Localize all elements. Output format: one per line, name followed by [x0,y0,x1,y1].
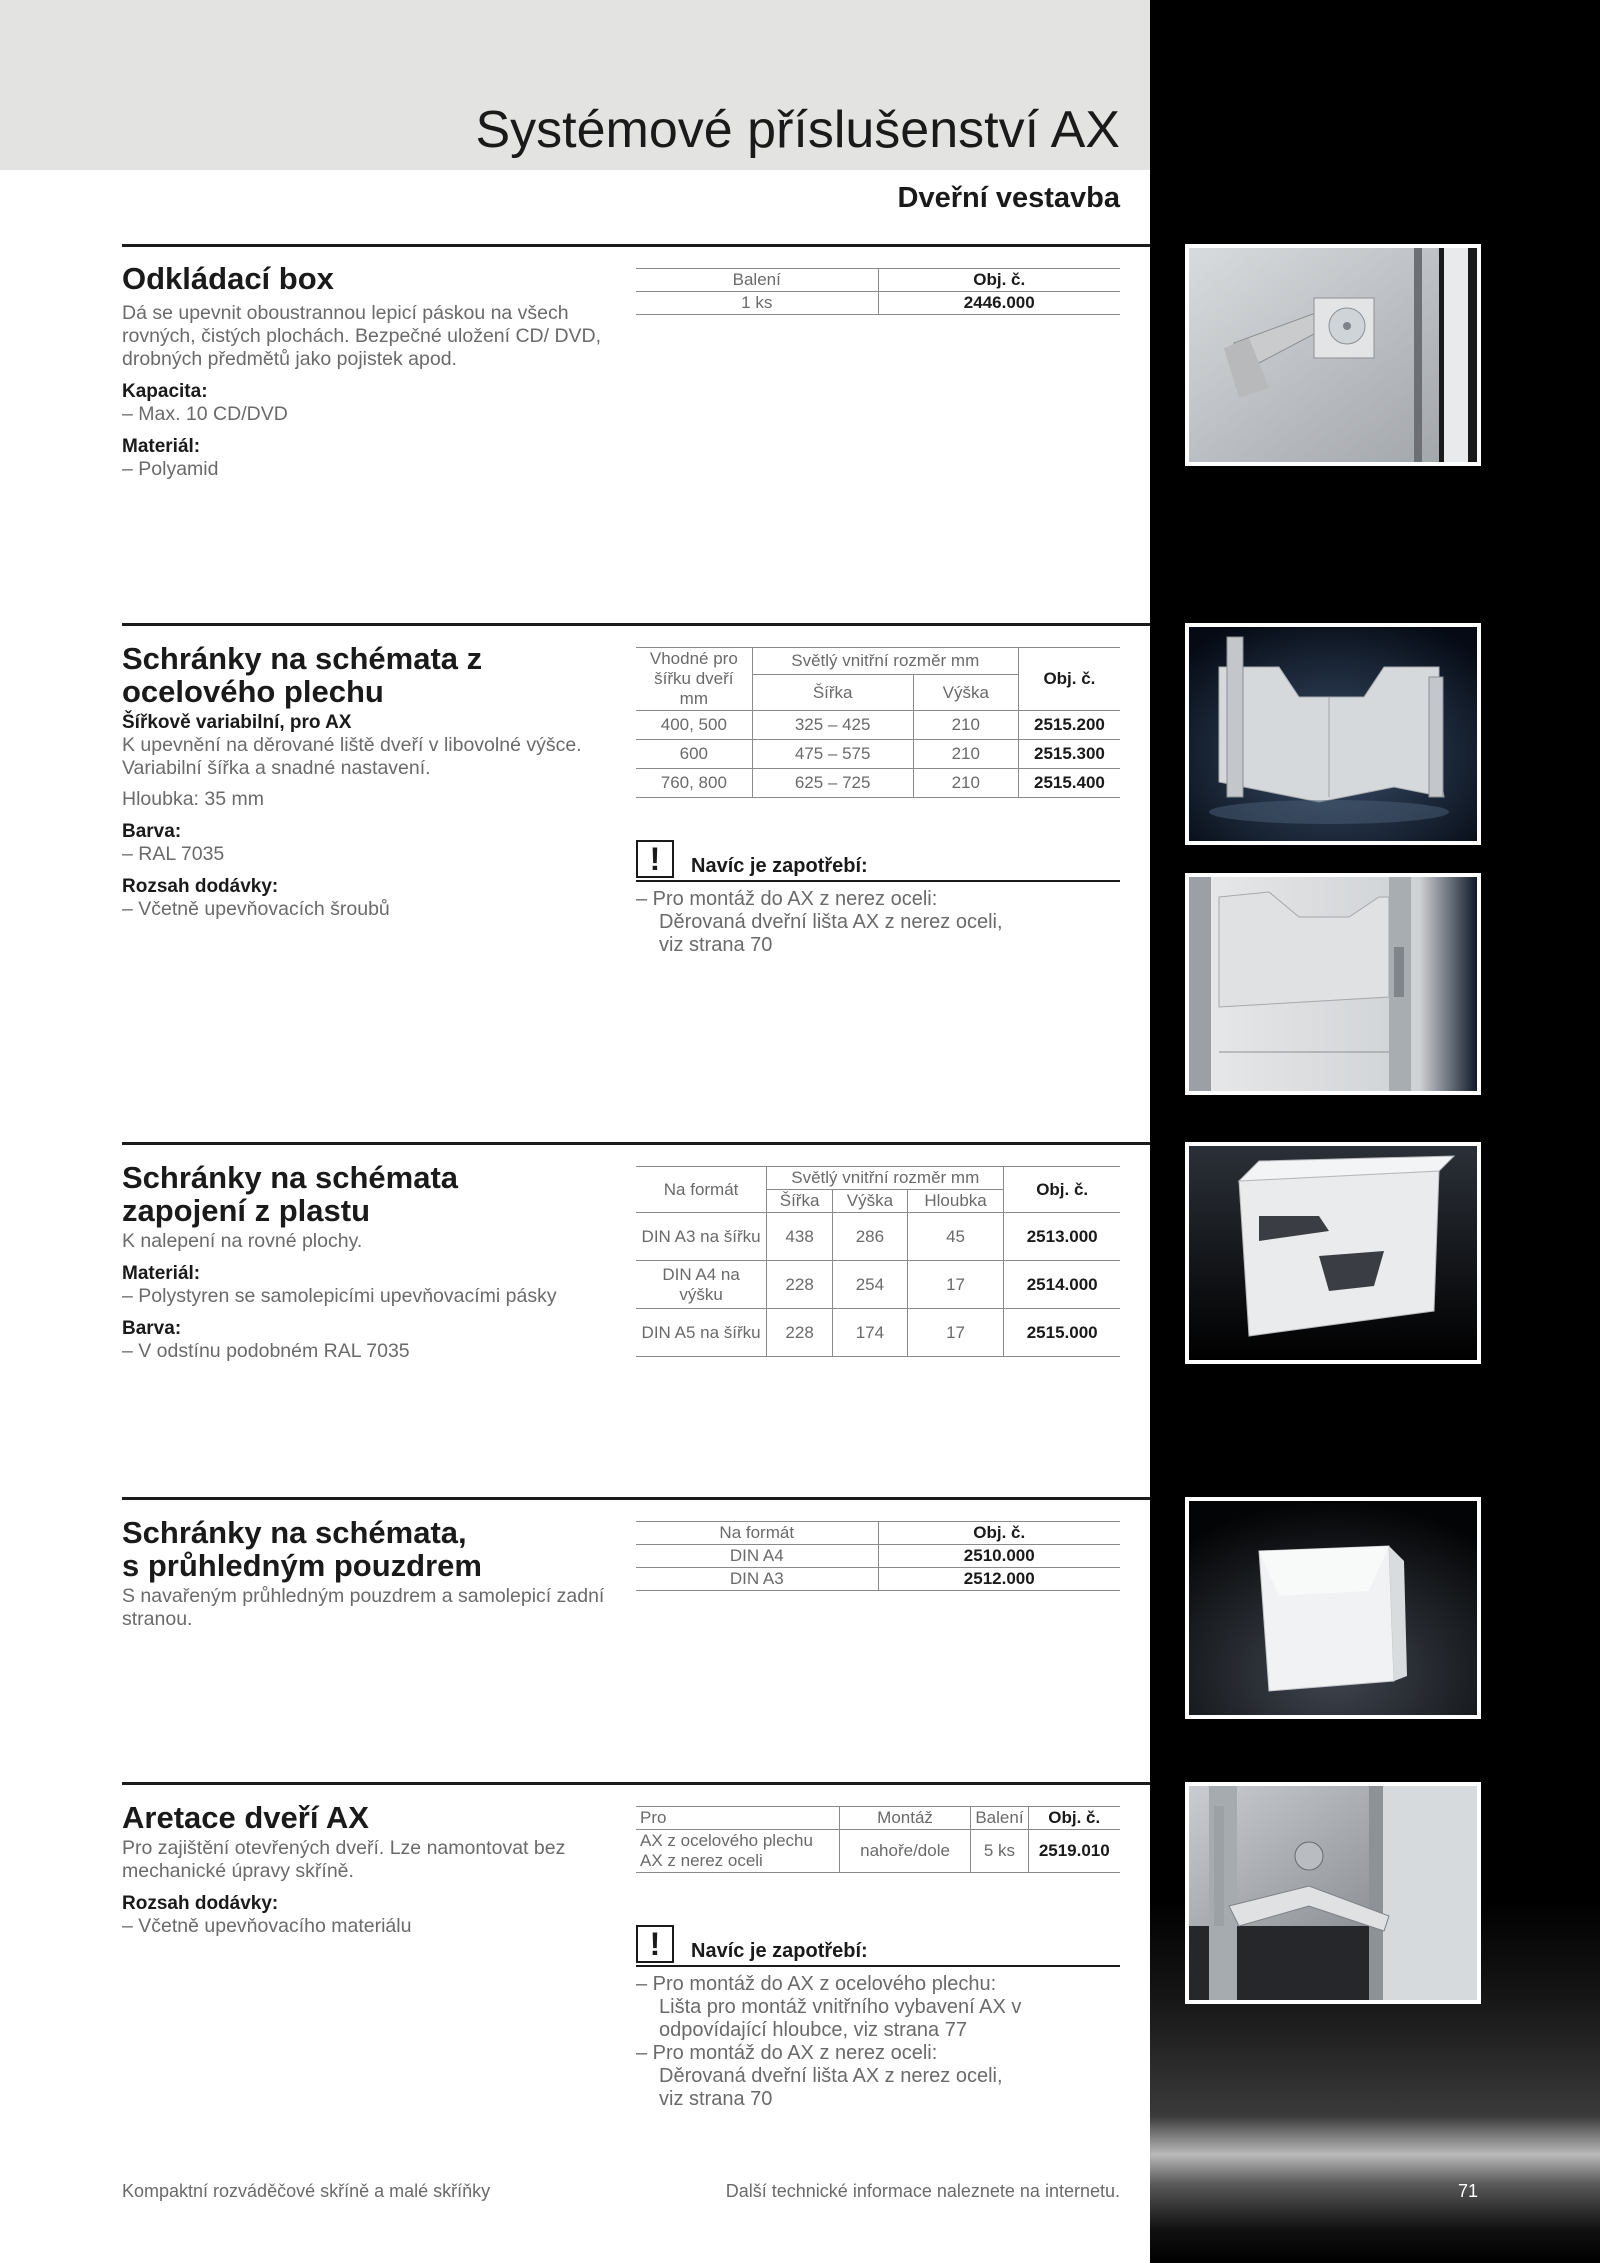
cell-width: 438 [767,1213,833,1261]
cell-order-no: 2515.300 [1018,740,1120,769]
col-header-for: Pro [636,1807,839,1830]
section-text [122,642,612,921]
cell-width: 228 [767,1309,833,1357]
table-row [636,1309,1120,1357]
section-divider [122,1782,1150,1785]
cell-pack: 5 ks [971,1830,1028,1873]
material-label: Materiál: [122,1263,201,1284]
door-stay-image [1189,1786,1477,2000]
section-title: Schránky na schémata, [122,1515,467,1550]
cell-order-no: 2515.000 [1004,1309,1120,1357]
cell-depth: 45 [907,1213,1004,1261]
col-header-depth: Hloubka [907,1190,1004,1213]
col-header-format: Na formát [636,1522,878,1545]
cell-width: 228 [767,1261,833,1309]
cell-height: 210 [913,740,1018,769]
exclamation-icon: ! [636,1925,674,1963]
section-title: Aretace dveří AX [122,1800,369,1835]
section-text [122,1516,612,1631]
cell-for [636,1830,839,1873]
section-divider [122,244,1150,247]
section-storage-box [0,244,1150,624]
spec-table [636,647,1120,798]
exclamation-icon: ! [636,840,674,878]
section-clear-pocket [0,1497,1150,1783]
material-item: – Polystyren se samolepicími upevňovacími pásky [122,1285,557,1307]
section-title: Schránky na schémata z ocelového plechu [122,641,483,709]
spec-table [636,1521,1120,1591]
table-row [636,1568,1120,1591]
section-text [122,1161,612,1363]
section-description: K nalepení na rovné plochy. [122,1230,363,1252]
cell-for-line2: AX z nerez oceli [640,1851,763,1870]
page-title: Systémové příslušenství AX [475,101,1120,159]
section-description: S navařeným průhledným pouzdrem a samolepicí zadní stranou. [122,1585,605,1630]
cell-door-width: 600 [636,740,752,769]
note-line: Lišta pro montáž vnitřního vybavení AX v [659,1996,1022,2018]
table-row [636,1213,1120,1261]
capacity-item: – Max. 10 CD/DVD [122,403,288,425]
col-header-mounting: Montáž [839,1807,971,1830]
cell-width: 475 – 575 [752,740,913,769]
spec-table [636,1166,1120,1357]
steel-pocket-installed-image [1189,877,1477,1091]
note-title: Navíc je zapotřebí: [691,1940,868,1962]
col-header-order-no: Obj. č. [1028,1807,1120,1830]
section-steel-pocket [0,623,1150,1143]
page-number: 71 [1458,2181,1479,2201]
col-header-width: Šířka [767,1190,833,1213]
scope-label: Rozsah dodávky: [122,876,279,897]
section-subhead: Šířkově variabilní, pro AX [122,712,352,733]
cell-order-no: 2513.000 [1004,1213,1120,1261]
note-line: Děrovaná dveřní lišta AX z nerez oceli, [659,2065,1003,2087]
section-divider [122,1142,1150,1145]
section-plastic-pocket [0,1142,1150,1498]
col-header-height: Výška [913,675,1018,711]
cell-order-no: 2446.000 [878,292,1120,315]
section-description: Pro zajištění otevřených dveří. Lze namontovat bez mechanické úpravy skříně. [122,1837,566,1882]
col-header-width: Šířka [752,675,913,711]
plastic-pocket-image [1189,1146,1477,1360]
steel-pocket-image [1189,627,1477,841]
note-title: Navíc je zapotřebí: [691,855,868,877]
cell-door-width: 760, 800 [636,769,752,798]
cell-width: 325 – 425 [752,711,913,740]
storage-box-image [1189,248,1477,462]
col-header-order-no: Obj. č. [1004,1167,1120,1213]
scope-item: – Včetně upevňovacích šroubů [122,898,390,920]
spec-table [636,268,1120,315]
product-photo [1185,1497,1481,1719]
section-divider [122,623,1150,626]
cell-depth: 17 [907,1309,1004,1357]
section-title: Odkládací box [122,261,334,296]
cell-width: 625 – 725 [752,769,913,798]
col-header-inner-dims: Světlý vnitřní rozměr mm [767,1167,1004,1190]
color-item: – RAL 7035 [122,843,225,865]
cell-pack: 1 ks [636,292,878,315]
cell-height: 174 [833,1309,908,1357]
color-item: – V odstínu podobném RAL 7035 [122,1340,410,1362]
note-line: – Pro montáž do AX z nerez oceli: [636,888,938,910]
color-label: Barva: [122,1318,182,1339]
page-subtitle: Dveřní vestavba [897,182,1120,214]
cell-order-no: 2512.000 [878,1568,1120,1591]
note-line: viz strana 70 [659,934,773,956]
cell-mounting: nahoře/dole [839,1830,971,1873]
cell-for-line1: AX z ocelového plechu [640,1831,813,1850]
cell-height: 254 [833,1261,908,1309]
note-line: – Pro montáž do AX z ocelového plechu: [636,1973,997,1995]
section-door-stay [0,1782,1150,2152]
col-header-door-width: Vhodné pro šířku dveří mm [636,648,752,711]
cell-depth: 17 [907,1261,1004,1309]
col-header-order-no: Obj. č. [878,269,1120,292]
spec-table [636,1806,1120,1873]
section-text [122,1801,612,1938]
footer-middle: Další technické informace naleznete na internetu. [725,2181,1120,2201]
note-line: viz strana 70 [659,2088,773,2110]
note-line: – Pro montáž do AX z nerez oceli: [636,2042,938,2064]
col-header-height: Výška [833,1190,908,1213]
section-title-line2: s průhledným pouzdrem [122,1548,482,1583]
table-row [636,1261,1120,1309]
color-label: Barva: [122,821,182,842]
cell-order-no: 2519.010 [1028,1830,1120,1873]
product-photo [1185,1142,1481,1364]
col-header-order-no: Obj. č. [878,1522,1120,1545]
cell-height: 210 [913,711,1018,740]
section-text [122,262,612,481]
table-row [636,1830,1120,1873]
product-photo [1185,244,1481,466]
section-description: K upevnění na děrované liště dveří v libovolné výšce. Variabilní šířka a snadné nastavení. [122,734,582,779]
cell-height: 210 [913,769,1018,798]
section-title: Schránky na schémata [122,1160,459,1195]
cell-order-no: 2510.000 [878,1545,1120,1568]
cell-format: DIN A4 [636,1545,878,1568]
footer-left: Kompaktní rozváděčové skříně a malé skříňky [122,2181,491,2201]
table-row [636,292,1120,315]
col-header-format: Na formát [636,1167,767,1213]
material-item: – Polyamid [122,458,219,480]
table-row [636,769,1120,798]
note-line: odpovídající hloubce, viz strana 77 [659,2019,967,2041]
clear-pocket-image [1189,1501,1477,1715]
product-photo-installed [1185,873,1481,1095]
requirement-note [636,840,1120,957]
scope-label: Rozsah dodávky: [122,1893,279,1914]
requirement-note [636,1925,1120,2111]
col-header-pack: Balení [971,1807,1028,1830]
section-description: Dá se upevnit oboustrannou lepicí páskou na všech rovných, čistých plochách. Bezpečné uložení CD/ DVD, drobných předmětů jako pojistek apod. [122,302,602,370]
cell-format: DIN A4 na výšku [636,1261,767,1309]
cell-format: DIN A3 na šířku [636,1213,767,1261]
col-header-pack: Balení [636,269,878,292]
material-label: Materiál: [122,436,201,457]
capacity-label: Kapacita: [122,381,208,402]
cell-order-no: 2515.200 [1018,711,1120,740]
scope-item: – Včetně upevňovacího materiálu [122,1915,412,1937]
note-line: Děrovaná dveřní lišta AX z nerez oceli, [659,911,1003,933]
section-title-line2: zapojení z plastu [122,1193,371,1228]
section-divider [122,1497,1150,1500]
table-row [636,1545,1120,1568]
table-row [636,740,1120,769]
table-row [636,711,1120,740]
depth-text: Hloubka: 35 mm [122,788,264,810]
cell-format: DIN A3 [636,1568,878,1591]
cell-height: 286 [833,1213,908,1261]
col-header-order-no: Obj. č. [1018,648,1120,711]
cell-order-no: 2514.000 [1004,1261,1120,1309]
cell-door-width: 400, 500 [636,711,752,740]
product-photo [1185,623,1481,845]
cell-order-no: 2515.400 [1018,769,1120,798]
col-header-inner-dims: Světlý vnitřní rozměr mm [752,648,1018,675]
cell-format: DIN A5 na šířku [636,1309,767,1357]
product-photo [1185,1782,1481,2004]
